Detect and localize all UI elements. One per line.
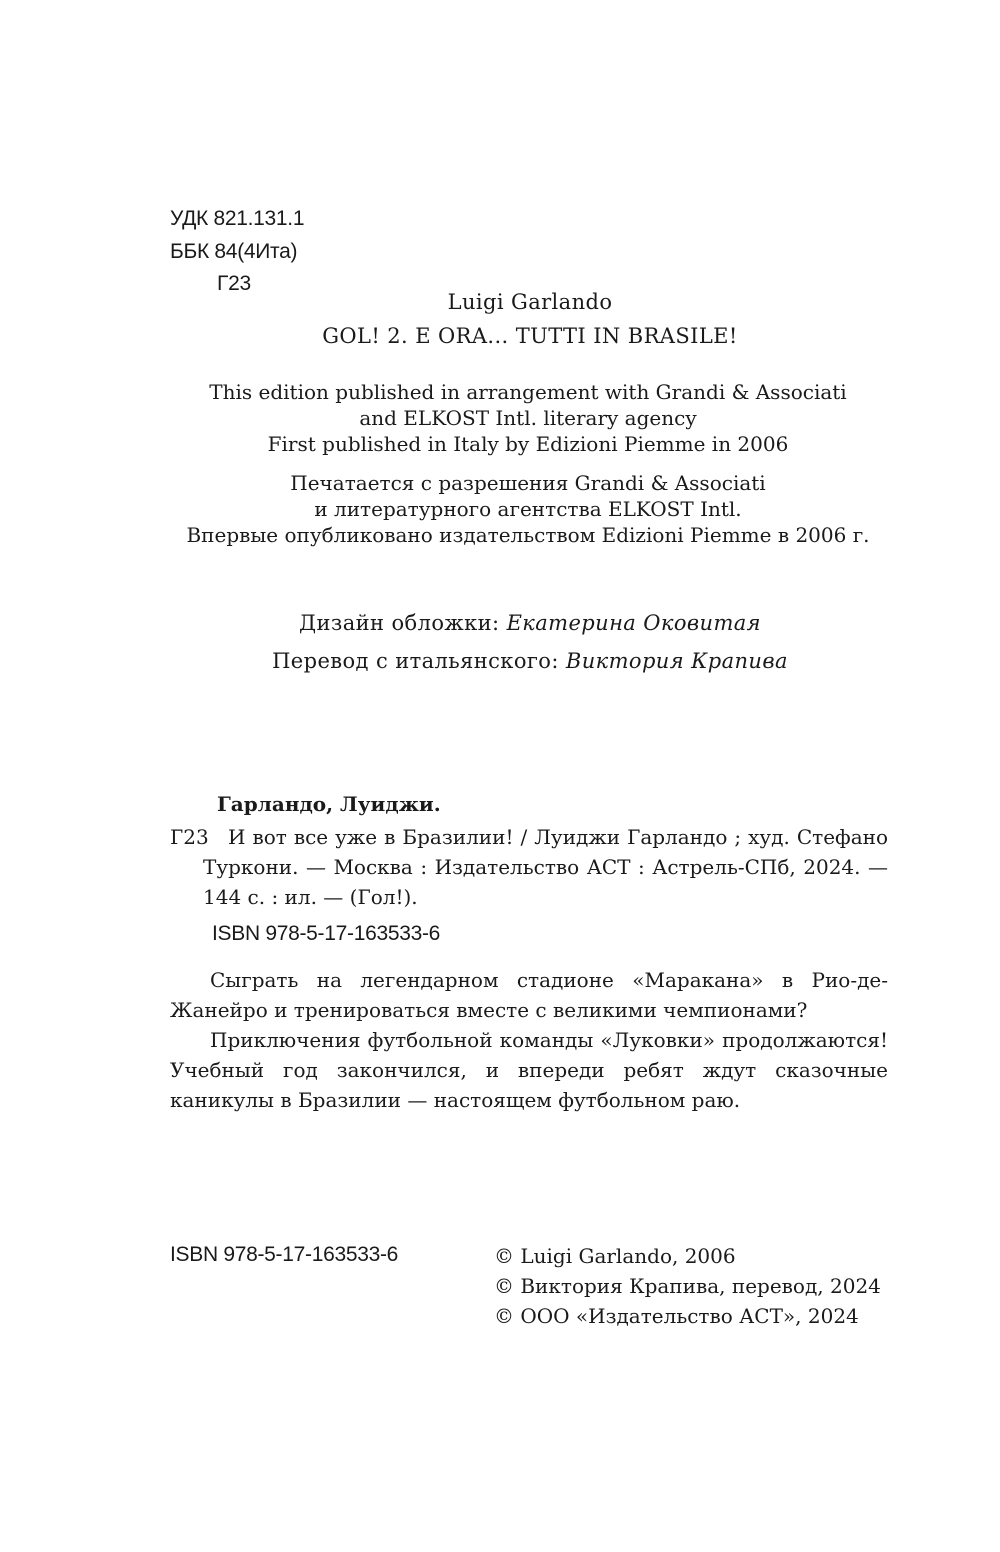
annotation-paragraph: Сыграть на легендарном стадионе «Маракана» в Рио-де-Жанейро и тренироваться вместе с великими чемпионами? [170, 968, 888, 1022]
catalog-line: И вот все уже в Бразилии! / Луиджи Гарландо ; худ. Стефано [228, 825, 888, 849]
rights-notice-en [28, 379, 1000, 457]
cover-design-credit [30, 606, 1000, 640]
author-mark: Г23 [217, 272, 251, 295]
catalog-code: Г23 [170, 825, 209, 849]
rights-notice-ru [28, 470, 1000, 548]
udk-code: УДК 821.131.1 [170, 207, 305, 230]
copyright-line: © ООО «Издательство АСТ», 2024 [494, 1304, 859, 1328]
rights-ru-line: и литературного агентства ELKOST Intl. [314, 497, 742, 521]
catalog-line: Туркони. — Москва : Издательство АСТ : Астрель-СПб, 2024. — [203, 855, 888, 879]
bbk-code: ББК 84(4Ита) [170, 240, 298, 263]
cover-design-label: Дизайн обложки: [299, 611, 500, 635]
copyright-line: © Виктория Крапива, перевод, 2024 [494, 1274, 881, 1298]
original-title: GOL! 2. E ORA... TUTTI IN BRASILE! [322, 324, 738, 348]
copyright-line: © Luigi Garlando, 2006 [494, 1244, 736, 1268]
copyright-block [494, 1241, 881, 1331]
translator-name: Виктория Крапива [565, 649, 788, 673]
catalog-isbn: ISBN 978-5-17-163533-6 [212, 922, 441, 945]
rights-en-line: and ELKOST Intl. literary agency [359, 406, 697, 430]
rights-en-line: First published in Italy by Edizioni Piemme in 2006 [267, 432, 789, 456]
original-author: Luigi Garlando [447, 290, 613, 314]
translation-label: Перевод с итальянского: [272, 649, 559, 673]
translation-credit [30, 644, 1000, 678]
catalog-line: 144 с. : ил. — (Гол!). [203, 885, 418, 909]
cover-design-name: Екатерина Оковитая [506, 611, 761, 635]
catalog-heading: Гарландо, Луиджи. [217, 792, 441, 816]
footer-isbn: ISBN 978-5-17-163533-6 [170, 1243, 399, 1266]
rights-en-line: This edition published in arrangement with Grandi & Associati [209, 380, 847, 404]
rights-ru-line: Впервые опубликовано издательством Edizioni Piemme в 2006 г. [186, 523, 870, 547]
rights-ru-line: Печатается с разрешения Grandi & Associati [290, 471, 766, 495]
annotation-paragraph: Приключения футбольной команды «Луковки» продолжаются! Учебный год закончился, и впереди ребят ждут сказочные каникулы в Бразилии — настоящем футбольном раю. [170, 1028, 888, 1112]
